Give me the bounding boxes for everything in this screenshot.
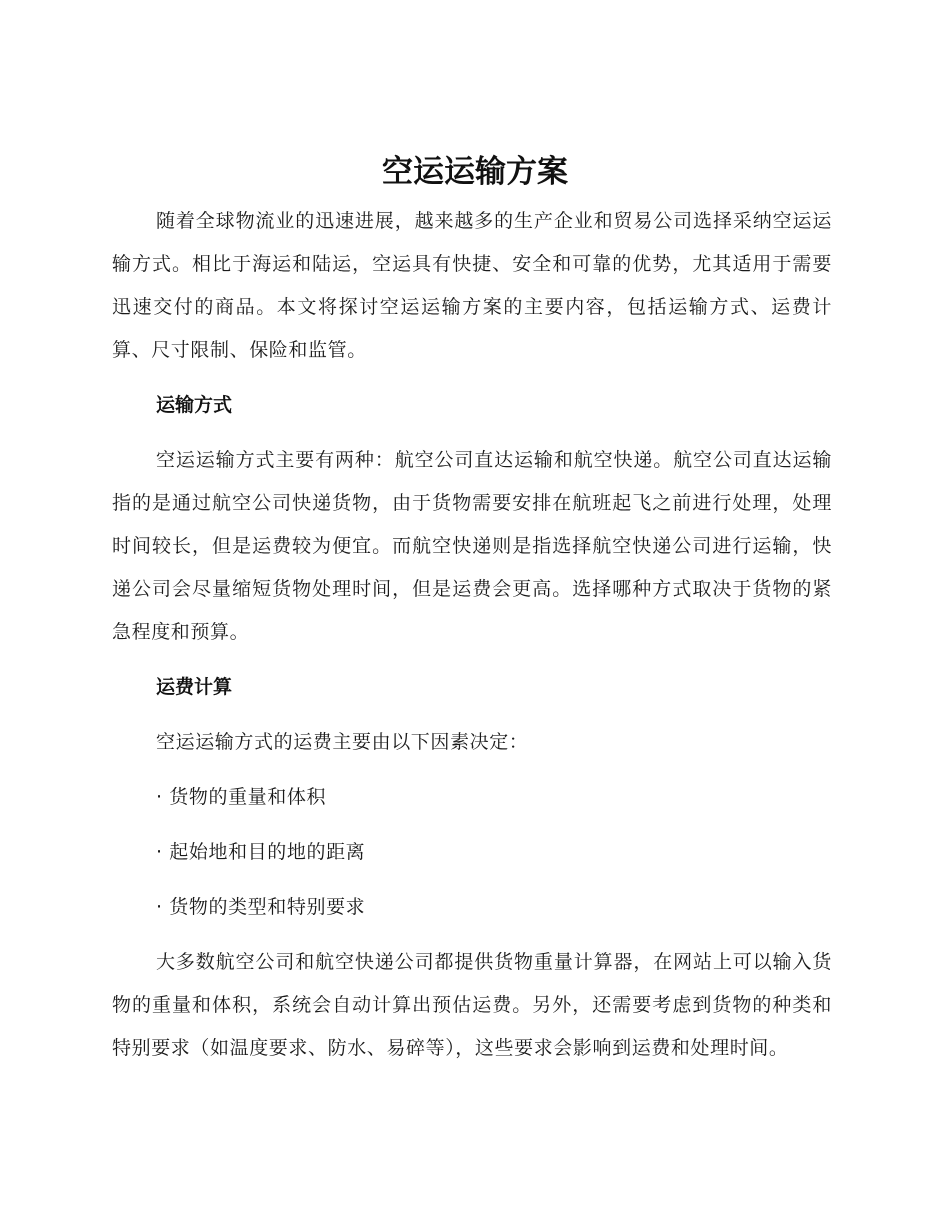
freight-paragraph: 大多数航空公司和航空快递公司都提供货物重量计算器，在网站上可以输入货物的重量和体积，系统会自动计算出预估运费。另外，还需要考虑到货物的种类和特别要求（如温度要求、防水、易碎等），这些要求会影响到运费和处理时间。 [112, 951, 832, 1059]
freight-intro: 空运运输方式的运费主要由以下因素决定： [156, 731, 529, 753]
intro-paragraph: 随着全球物流业的迅速进展，越来越多的生产企业和贸易公司选择采纳空运运输方式。相比于海运和陆运，空运具有快捷、安全和可靠的优势，尤其适用于需要迅速交付的商品。本文将探讨空运运输方案的主要内容，包括运输方式、运费计算、尺寸限制、保险和监管。 [112, 210, 832, 361]
list-item: · 起始地和目的地的距离 [156, 841, 366, 863]
transport-paragraph: 空运运输方式主要有两种：航空公司直达运输和航空快递。航空公司直达运输指的是通过航空公司快递货物，由于货物需要安排在航班起飞之前进行处理，处理时间较长，但是运费较为便宜。而航空快递则是指选择航空快递公司进行运输，快递公司会尽量缩短货物处理时间，但是运费会更高。选择哪种方式取决于货物的紧急程度和预算。 [112, 449, 832, 643]
document-title: 空运运输方案 [382, 154, 568, 190]
document-body [112, 200, 832, 1082]
section-heading-freight: 运费计算 [156, 676, 233, 698]
list-item: · 货物的类型和特别要求 [156, 896, 366, 918]
section-heading-transport: 运输方式 [156, 394, 233, 416]
list-item: · 货物的重量和体积 [156, 786, 327, 808]
